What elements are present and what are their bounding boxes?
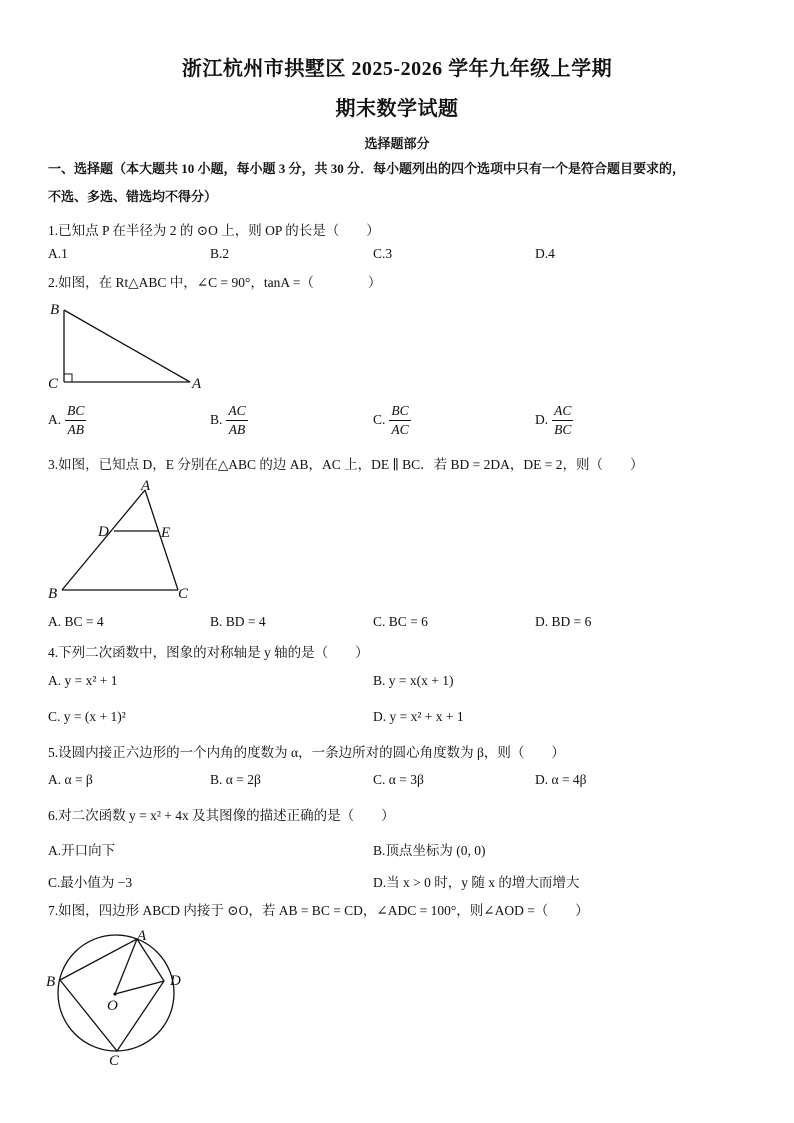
q2-stem: 2.如图，在 Rt△ABC 中，∠C = 90°，tanA =（ ）	[48, 275, 382, 290]
q1-option-a: A.1	[48, 246, 68, 261]
q7-label-c: C	[109, 1053, 120, 1069]
q4-option-a: A. y = x² + 1	[48, 673, 118, 688]
q6-option-a: A.开口向下	[48, 843, 116, 858]
q3-option-d: D. BD = 6	[535, 614, 592, 629]
q5-stem: 5.设圆内接正六边形的一个内角的度数为 α，一条边所对的圆心角度数为 β，则（ ）	[48, 745, 565, 760]
q4-stem: 4.下列二次函数中，图象的对称轴是 y 轴的是（ ）	[48, 645, 369, 660]
q3-label-a: A	[141, 478, 151, 494]
q3-label-c: C	[178, 586, 189, 602]
q5-option-c: C. α = 3β	[373, 772, 424, 787]
q6-option-d: D.当 x > 0 时，y 随 x 的增大而增大	[373, 875, 580, 890]
q5-option-a: A. α = β	[48, 772, 93, 787]
part-heading: 选择题部分	[364, 136, 430, 151]
q7-label-a: A	[137, 928, 147, 944]
q6-option-c: C.最小值为 −3	[48, 875, 133, 890]
q2-right-triangle-figure	[40, 296, 220, 396]
q1-option-c: C.3	[373, 246, 393, 261]
q7-stem: 7.如图，四边形 ABCD 内接于 ⊙O，若 AB = BC = CD，∠ADC = 100°，则∠AOD =（ ）	[48, 903, 589, 918]
q4-option-b: B. y = x(x + 1)	[373, 673, 454, 688]
q3-option-a: A. BC = 4	[48, 614, 104, 629]
q2-label-a: A	[192, 376, 202, 392]
q7-circle-figure	[40, 924, 200, 1069]
q2-label-c: C	[48, 376, 59, 392]
q7-label-b: B	[46, 974, 56, 990]
q3-label-b: B	[48, 586, 58, 602]
q6-option-b: B.顶点坐标为 (0, 0)	[373, 843, 486, 858]
q1-option-d: D.4	[535, 246, 555, 261]
section-instructions-line1: 一、选择题（本大题共 10 小题，每小题 3 分，共 30 分．每小题列出的四个选项中只有一个是符合题目要求的，	[48, 161, 686, 176]
exam-subtitle: 期末数学试题	[335, 98, 459, 120]
q4-option-d: D. y = x² + x + 1	[373, 709, 464, 724]
q2-label-b: B	[50, 302, 60, 318]
exam-title: 浙江杭州市拱墅区 2025-2026 学年九年级上学期	[181, 58, 613, 80]
q3-label-e: E	[161, 525, 171, 541]
q5-option-d: D. α = 4β	[535, 772, 587, 787]
q2-option-d: D. $\frac{AC}{BC}$	[535, 403, 572, 437]
q7-label-d: D	[170, 973, 181, 989]
q2-option-c: C. $\frac{BC}{AC}$	[373, 403, 409, 437]
q4-option-c: C. y = (x + 1)²	[48, 709, 126, 724]
q1-option-b: B.2	[210, 246, 230, 261]
q6-stem: 6.对二次函数 y = x² + 4x 及其图像的描述正确的是（ ）	[48, 808, 395, 823]
q3-option-b: B. BD = 4	[210, 614, 266, 629]
q2-option-a: A. $\frac{BC}{AB}$	[48, 403, 85, 437]
q3-stem: 3.如图，已知点 D，E 分别在△ABC 的边 AB，AC 上，DE ∥ BC．若 BD = 2DA，DE = 2，则（ ）	[48, 457, 644, 472]
section-instructions-line2: 不选、多选、错选均不得分）	[48, 189, 218, 204]
q3-option-c: C. BC = 6	[373, 614, 428, 629]
q1-stem: 1.已知点 P 在半径为 2 的 ⊙O 上，则 OP 的长是（ ）	[48, 223, 380, 238]
q2-option-b: B. $\frac{AC}{AB}$	[210, 403, 246, 437]
q7-label-o: O	[107, 998, 118, 1014]
q5-option-b: B. α = 2β	[210, 772, 261, 787]
q3-label-d: D	[98, 524, 109, 540]
q3-triangle-figure	[40, 476, 210, 606]
